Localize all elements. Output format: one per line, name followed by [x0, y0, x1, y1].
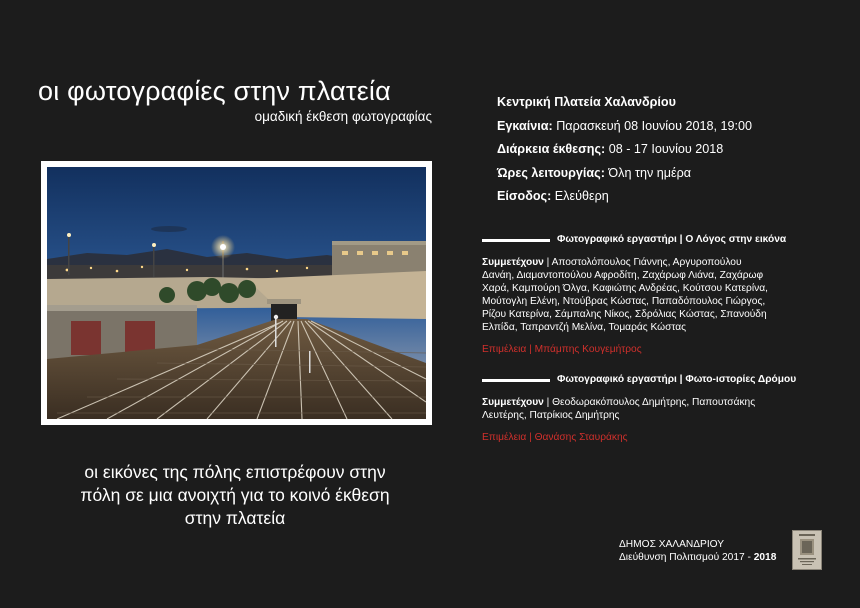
participants-text: | Θεοδωρακόπουλος Δημήτρης, Παπουτσάκης [546, 397, 756, 408]
curation-credit: Επιμέλεια | Θανάσης Σταυράκης [482, 432, 628, 443]
department-line [619, 551, 789, 564]
participants-label: Συμμετέχουν [482, 257, 544, 268]
hours-label: Ώρες λειτουργίας: [497, 165, 605, 180]
opening-row [497, 119, 837, 143]
duration-value: 08 - 17 Ιουνίου 2018 [608, 142, 724, 156]
exhibition-tagline [38, 461, 432, 530]
tagline-line: πόλη σε μια ανοιχτή για το κοινό έκθεση [80, 485, 390, 505]
opening-label: Εγκαίνια: [497, 118, 553, 133]
participants-line: Μούτογλη Ελένη, Ντούβρας Κώστας, Παπαδόπουλος Γιώργος, [482, 296, 766, 307]
municipality-name: ΔΗΜΟΣ ΧΑΛΑΝΔΡΙΟΥ [619, 539, 725, 550]
entry-label: Είσοδος: [497, 189, 552, 203]
venue: Κεντρική Πλατεία Χαλανδρίου [497, 95, 676, 109]
tagline-line: στην πλατεία [184, 508, 286, 528]
exhibition-subtitle: ομαδική έκθεση φωτογραφίας [254, 109, 432, 124]
municipality-logo-icon [792, 530, 822, 570]
department-text: Διεύθυνση Πολιτισμού 2017 - [619, 552, 754, 563]
divider-bar [482, 379, 550, 382]
duration-label: Διάρκεια έκθεσης: [497, 142, 606, 156]
hours-value: Όλη την ημέρα [608, 165, 692, 180]
duration-row [497, 142, 837, 166]
event-info [497, 95, 837, 213]
participants-list [482, 256, 827, 334]
department-year: 2018 [753, 552, 777, 563]
participants-text: | Αποστολόπουλος Γιάννης, Αργυροπούλου [546, 257, 742, 268]
participants-list [482, 396, 827, 422]
municipality-credit [619, 538, 789, 564]
participants-line: Λευτέρης, Πατρίκιος Δημήτρης [482, 410, 620, 421]
divider-bar [482, 239, 550, 242]
participants-line [482, 396, 827, 409]
workshop-header [482, 234, 827, 248]
workshop-header [482, 374, 827, 388]
participants-label: Συμμετέχουν [482, 397, 544, 408]
curation-credit: Επιμέλεια | Μπάμπης Κουγεμήτρος [482, 344, 642, 355]
participants-line: Δανάη, Διαμαντοπούλου Αφροδίτη, Ζαχάρωφ Λιάνα, Ζαχάρωφ [482, 270, 764, 281]
tagline-line: οι εικόνες της πόλης επιστρέφουν στην [84, 462, 386, 482]
photo-frame [41, 161, 432, 425]
participants-line: Χαρά, Καμπούρη Όλγα, Καφιώτης Ανδρέας, Κούτσου Κατερίνα, [482, 283, 768, 294]
entry-value: Ελεύθερη [554, 189, 609, 203]
workshop-title: Φωτογραφικό εργαστήρι | Ο Λόγος στην εικόνα [557, 234, 787, 245]
workshop-section [482, 374, 827, 443]
opening-value: Παρασκευή 08 Ιουνίου 2018, 19:00 [556, 118, 753, 133]
participants-line [482, 256, 827, 269]
exhibition-title: οι φωτογραφίες στην πλατεία [38, 76, 391, 106]
workshop-section [482, 234, 827, 355]
workshop-title: Φωτογραφικό εργαστήρι | Φωτο-ιστορίες Δρόμου [557, 374, 797, 385]
night-railway-photo [47, 167, 426, 419]
participants-line: Ελπίδα, Ταπραντζή Μελίνα, Τομαράς Κώστας [482, 322, 687, 333]
hours-row [497, 166, 837, 190]
entry-row [497, 189, 837, 213]
participants-line: Ρίζου Κατερίνα, Σάμπαλης Νίκος, Σδρόλιας Κώστας, Σπανούδη [482, 309, 767, 320]
